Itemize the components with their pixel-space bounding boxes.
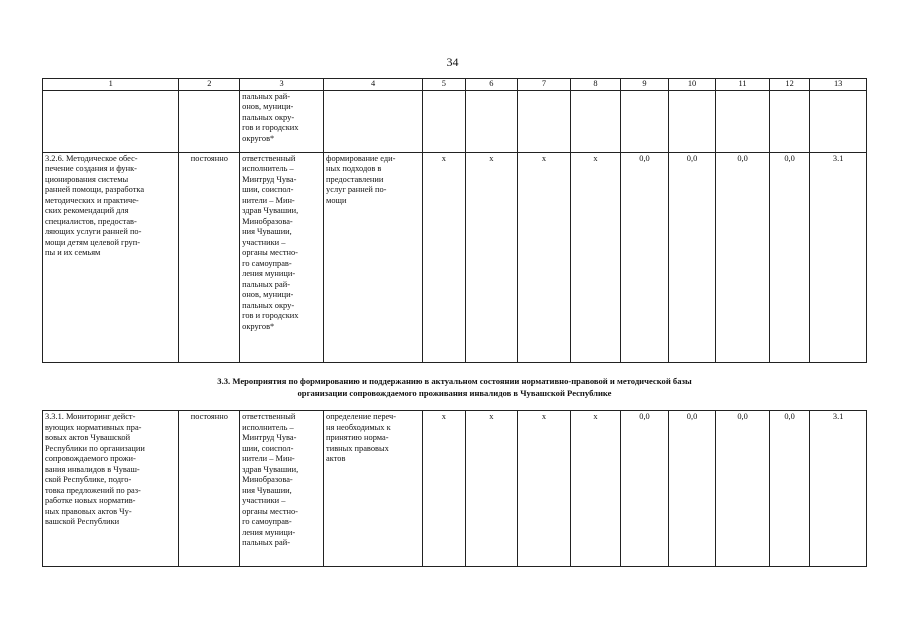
header-cell: 13: [810, 79, 867, 91]
table-row: [43, 411, 867, 567]
header-cell: 10: [668, 79, 716, 91]
header-row: [43, 79, 867, 91]
empty-cell: [179, 90, 240, 152]
value-cell: 0,0: [716, 411, 770, 567]
header-cell: 1: [43, 79, 179, 91]
empty-cell: [423, 90, 465, 152]
page-number: 34: [446, 55, 459, 69]
empty-cell: [465, 90, 518, 152]
value-cell: 0,0: [621, 411, 669, 567]
term-cell: постоянно: [179, 411, 240, 567]
empty-cell: [621, 90, 669, 152]
value-cell: 0,0: [668, 411, 716, 567]
value-cell: x: [465, 152, 518, 362]
value-cell: 3.1: [810, 152, 867, 362]
term-cell: постоянно: [179, 152, 240, 362]
header-cell: 4: [324, 79, 423, 91]
section-title: организации сопровождаемого проживания инвалидов в Чувашской Республике: [297, 388, 612, 398]
section-title: 3.3. Мероприятия по формированию и поддержанию в актуальном состоянии нормативно-правовой и методической базы: [217, 376, 692, 386]
value-cell: 3.1: [810, 411, 867, 567]
result-cell: формирование еди- ных подходов в предоставлении услуг ранней по- мощи: [324, 152, 423, 362]
empty-cell: [769, 90, 809, 152]
value-cell: x: [570, 152, 621, 362]
value-cell: x: [518, 411, 571, 567]
empty-cell: [716, 90, 770, 152]
header-cell: 9: [621, 79, 669, 91]
header-cell: 12: [769, 79, 809, 91]
executors-cell: ответственный исполнитель – Минтруд Чува- шии, соиспол- нители – Мин- здрав Чувашии, Минобразова- ния Чувашии, участники – органы местно- го самоуправ- ления муници- пальных рай- онов, муници- пальных окру- гов и городских округов*: [240, 152, 324, 362]
header-cell: 5: [423, 79, 465, 91]
empty-cell: [668, 90, 716, 152]
measure-name-cell: 3.2.6. Методическое обес- печение создания и функ- ционирования системы ранней помощи, разработка методических и практиче- ских рекомендаций для специалистов, предостав- ляющих услуги ранней по- мощи детям целевой груп- пы и их семьям: [43, 152, 179, 362]
table-row: [43, 152, 867, 362]
value-cell: 0,0: [668, 152, 716, 362]
value-cell: x: [465, 411, 518, 567]
result-cell: определение переч- ня необходимых к принятию норма- тивных правовых актов: [324, 411, 423, 567]
header-cell: 3: [240, 79, 324, 91]
measures-table-top: [42, 78, 867, 363]
value-cell: x: [423, 411, 465, 567]
empty-cell: [810, 90, 867, 152]
measures-table-bottom: [42, 410, 867, 567]
continuation-row: [43, 90, 867, 152]
value-cell: x: [570, 411, 621, 567]
value-cell: x: [423, 152, 465, 362]
measure-name-cell: 3.3.1. Мониторинг дейст- вующих нормативных пра- вовых актов Чувашской Республики по организации сопровождаемого прожи- вания инвалидов в Чуваш- ской Республике, подго- товка предложений по раз- работке новых норматив- ных правовых актов Чу- вашской Республики: [43, 411, 179, 567]
empty-cell: [518, 90, 571, 152]
header-cell: 8: [570, 79, 621, 91]
empty-cell: [43, 90, 179, 152]
value-cell: x: [518, 152, 571, 362]
value-cell: 0,0: [621, 152, 669, 362]
header-cell: 7: [518, 79, 571, 91]
header-cell: 11: [716, 79, 770, 91]
header-cell: 2: [179, 79, 240, 91]
executors-cell: пальных рай- онов, муници- пальных окру- гов и городских округов*: [240, 90, 324, 152]
empty-cell: [324, 90, 423, 152]
value-cell: 0,0: [716, 152, 770, 362]
value-cell: 0,0: [769, 152, 809, 362]
empty-cell: [570, 90, 621, 152]
header-cell: 6: [465, 79, 518, 91]
executors-cell: ответственный исполнитель – Минтруд Чува- шии, соиспол- нители – Мин- здрав Чувашии, Минобразова- ния Чувашии, участники – органы местно- го самоуправ- ления муници- пальных рай-: [240, 411, 324, 567]
value-cell: 0,0: [769, 411, 809, 567]
